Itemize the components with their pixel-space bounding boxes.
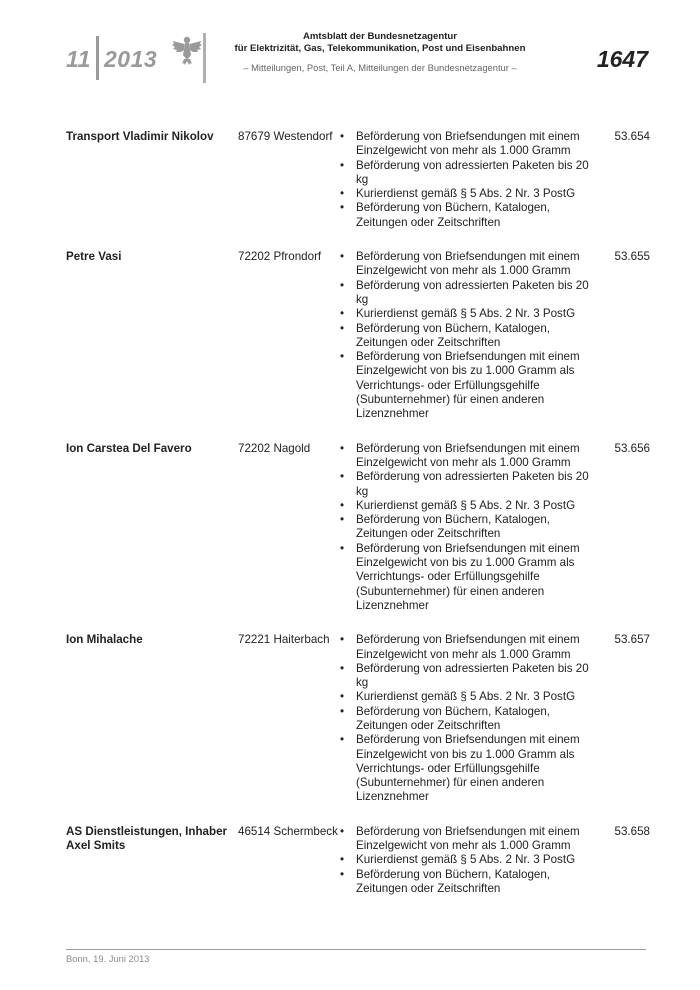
service-item: • Beförderung von Büchern, Katalogen, Zeitungen oder Zeitschriften [338,513,594,542]
licence-number: 53.654 [614,130,650,143]
service-item: • Kurierdienst gemäß § 5 Abs. 2 Nr. 3 PostG [338,307,594,321]
publication-title-line1: Amtsblatt der Bundesnetzagentur [302,31,458,42]
service-list [338,825,594,896]
publication-title-line2: für Elektrizität, Gas, Telekommunikation, Post und Eisenbahnen [234,42,526,54]
service-item: • Beförderung von Büchern, Katalogen, Zeitungen oder Zeitschriften [338,705,594,734]
licence-entry [66,825,650,896]
licence-number: 53.657 [614,633,650,647]
licensee-name: Ion Mihalache [66,633,143,647]
service-item: • Kurierdienst gemäß § 5 Abs. 2 Nr. 3 PostG [338,187,594,201]
page-header [0,0,700,100]
licence-number: 53.656 [614,441,650,455]
service-item: • Beförderung von adressierten Paketen bis 20 kg [338,662,594,691]
licence-entry [66,442,650,614]
licence-entries [66,130,650,916]
service-item: • Beförderung von adressierten Paketen bis 20 kg [338,159,594,188]
issue-number: 11 [66,46,91,72]
service-item: • Beförderung von Büchern, Katalogen, Zeitungen oder Zeitschriften [338,868,594,897]
service-item: • Beförderung von Briefsendungen mit einem Einzelgewicht von mehr als 1.000 Gramm [338,825,594,854]
service-item: • Beförderung von adressierten Paketen bis 20 kg [338,470,594,499]
issue-year: 2013 [104,46,158,72]
service-item: • Kurierdienst gemäß § 5 Abs. 2 Nr. 3 PostG [338,499,594,513]
service-item: • Kurierdienst gemäß § 5 Abs. 2 Nr. 3 PostG [338,690,594,704]
service-item: • Beförderung von Briefsendungen mit einem Einzelgewicht von mehr als 1.000 Gramm [338,442,594,471]
licence-number: 53.655 [614,250,650,264]
service-item: • Beförderung von Briefsendungen mit einem Einzelgewicht von bis zu 1.000 Gramm als Verrichtungs- oder Erfüllungsgehilfe (Subunternehmer) für einen anderen Lizenznehmer [338,542,594,613]
federal-eagle-icon [170,33,204,67]
footer-divider [66,949,646,950]
service-item: • Beförderung von Büchern, Katalogen, Zeitungen oder Zeitschriften [338,201,594,230]
service-list [338,633,594,805]
licensee-name: Ion Carstea Del Favero [66,441,192,455]
page-number: 1647 [596,46,648,72]
header-divider [96,36,99,80]
publication-title [220,31,540,74]
service-list [338,442,594,614]
licence-entry [66,633,650,805]
service-item: • Beförderung von Briefsendungen mit einem Einzelgewicht von mehr als 1.000 Gramm [338,633,594,662]
service-list [338,130,594,230]
licensee-name: AS Dienstleistungen, Inhaber Axel Smits [66,824,228,853]
service-item: • Beförderung von Briefsendungen mit einem Einzelgewicht von bis zu 1.000 Gramm als Verrichtungs- oder Erfüllungsgehilfe (Subunternehmer) für einen anderen Lizenznehmer [338,350,594,421]
service-item: • Beförderung von Briefsendungen mit einem Einzelgewicht von bis zu 1.000 Gramm als Verrichtungs- oder Erfüllungsgehilfe (Subunternehmer) für einen anderen Lizenznehmer [338,733,594,804]
service-item: • Beförderung von Briefsendungen mit einem Einzelgewicht von mehr als 1.000 Gramm [338,250,594,279]
licensee-name: Petre Vasi [66,250,122,264]
licence-entry [66,250,650,422]
licence-entry [66,130,650,230]
licensee-location: 72202 Pfrondorf [238,250,322,264]
licensee-location: 87679 Westendorf [238,130,333,143]
publication-subtitle: – Mitteilungen, Post, Teil A, Mitteilungen der Bundesnetzagentur – [243,62,517,73]
service-item: • Kurierdienst gemäß § 5 Abs. 2 Nr. 3 PostG [338,853,594,867]
licensee-name: Transport Vladimir Nikolov [66,130,214,143]
licensee-location: 72202 Nagold [238,441,311,455]
eagle-divider [203,33,206,83]
service-list [338,250,594,422]
licensee-location: 72221 Haiterbach [238,633,330,647]
service-item: • Beförderung von Briefsendungen mit einem Einzelgewicht von mehr als 1.000 Gramm [338,130,594,159]
service-item: • Beförderung von Büchern, Katalogen, Zeitungen oder Zeitschriften [338,322,594,351]
footer-date: Bonn, 19. Juni 2013 [66,953,150,964]
service-item: • Beförderung von adressierten Paketen bis 20 kg [338,279,594,308]
licence-number: 53.658 [614,824,650,838]
licensee-location: 46514 Schermbeck [238,824,338,838]
